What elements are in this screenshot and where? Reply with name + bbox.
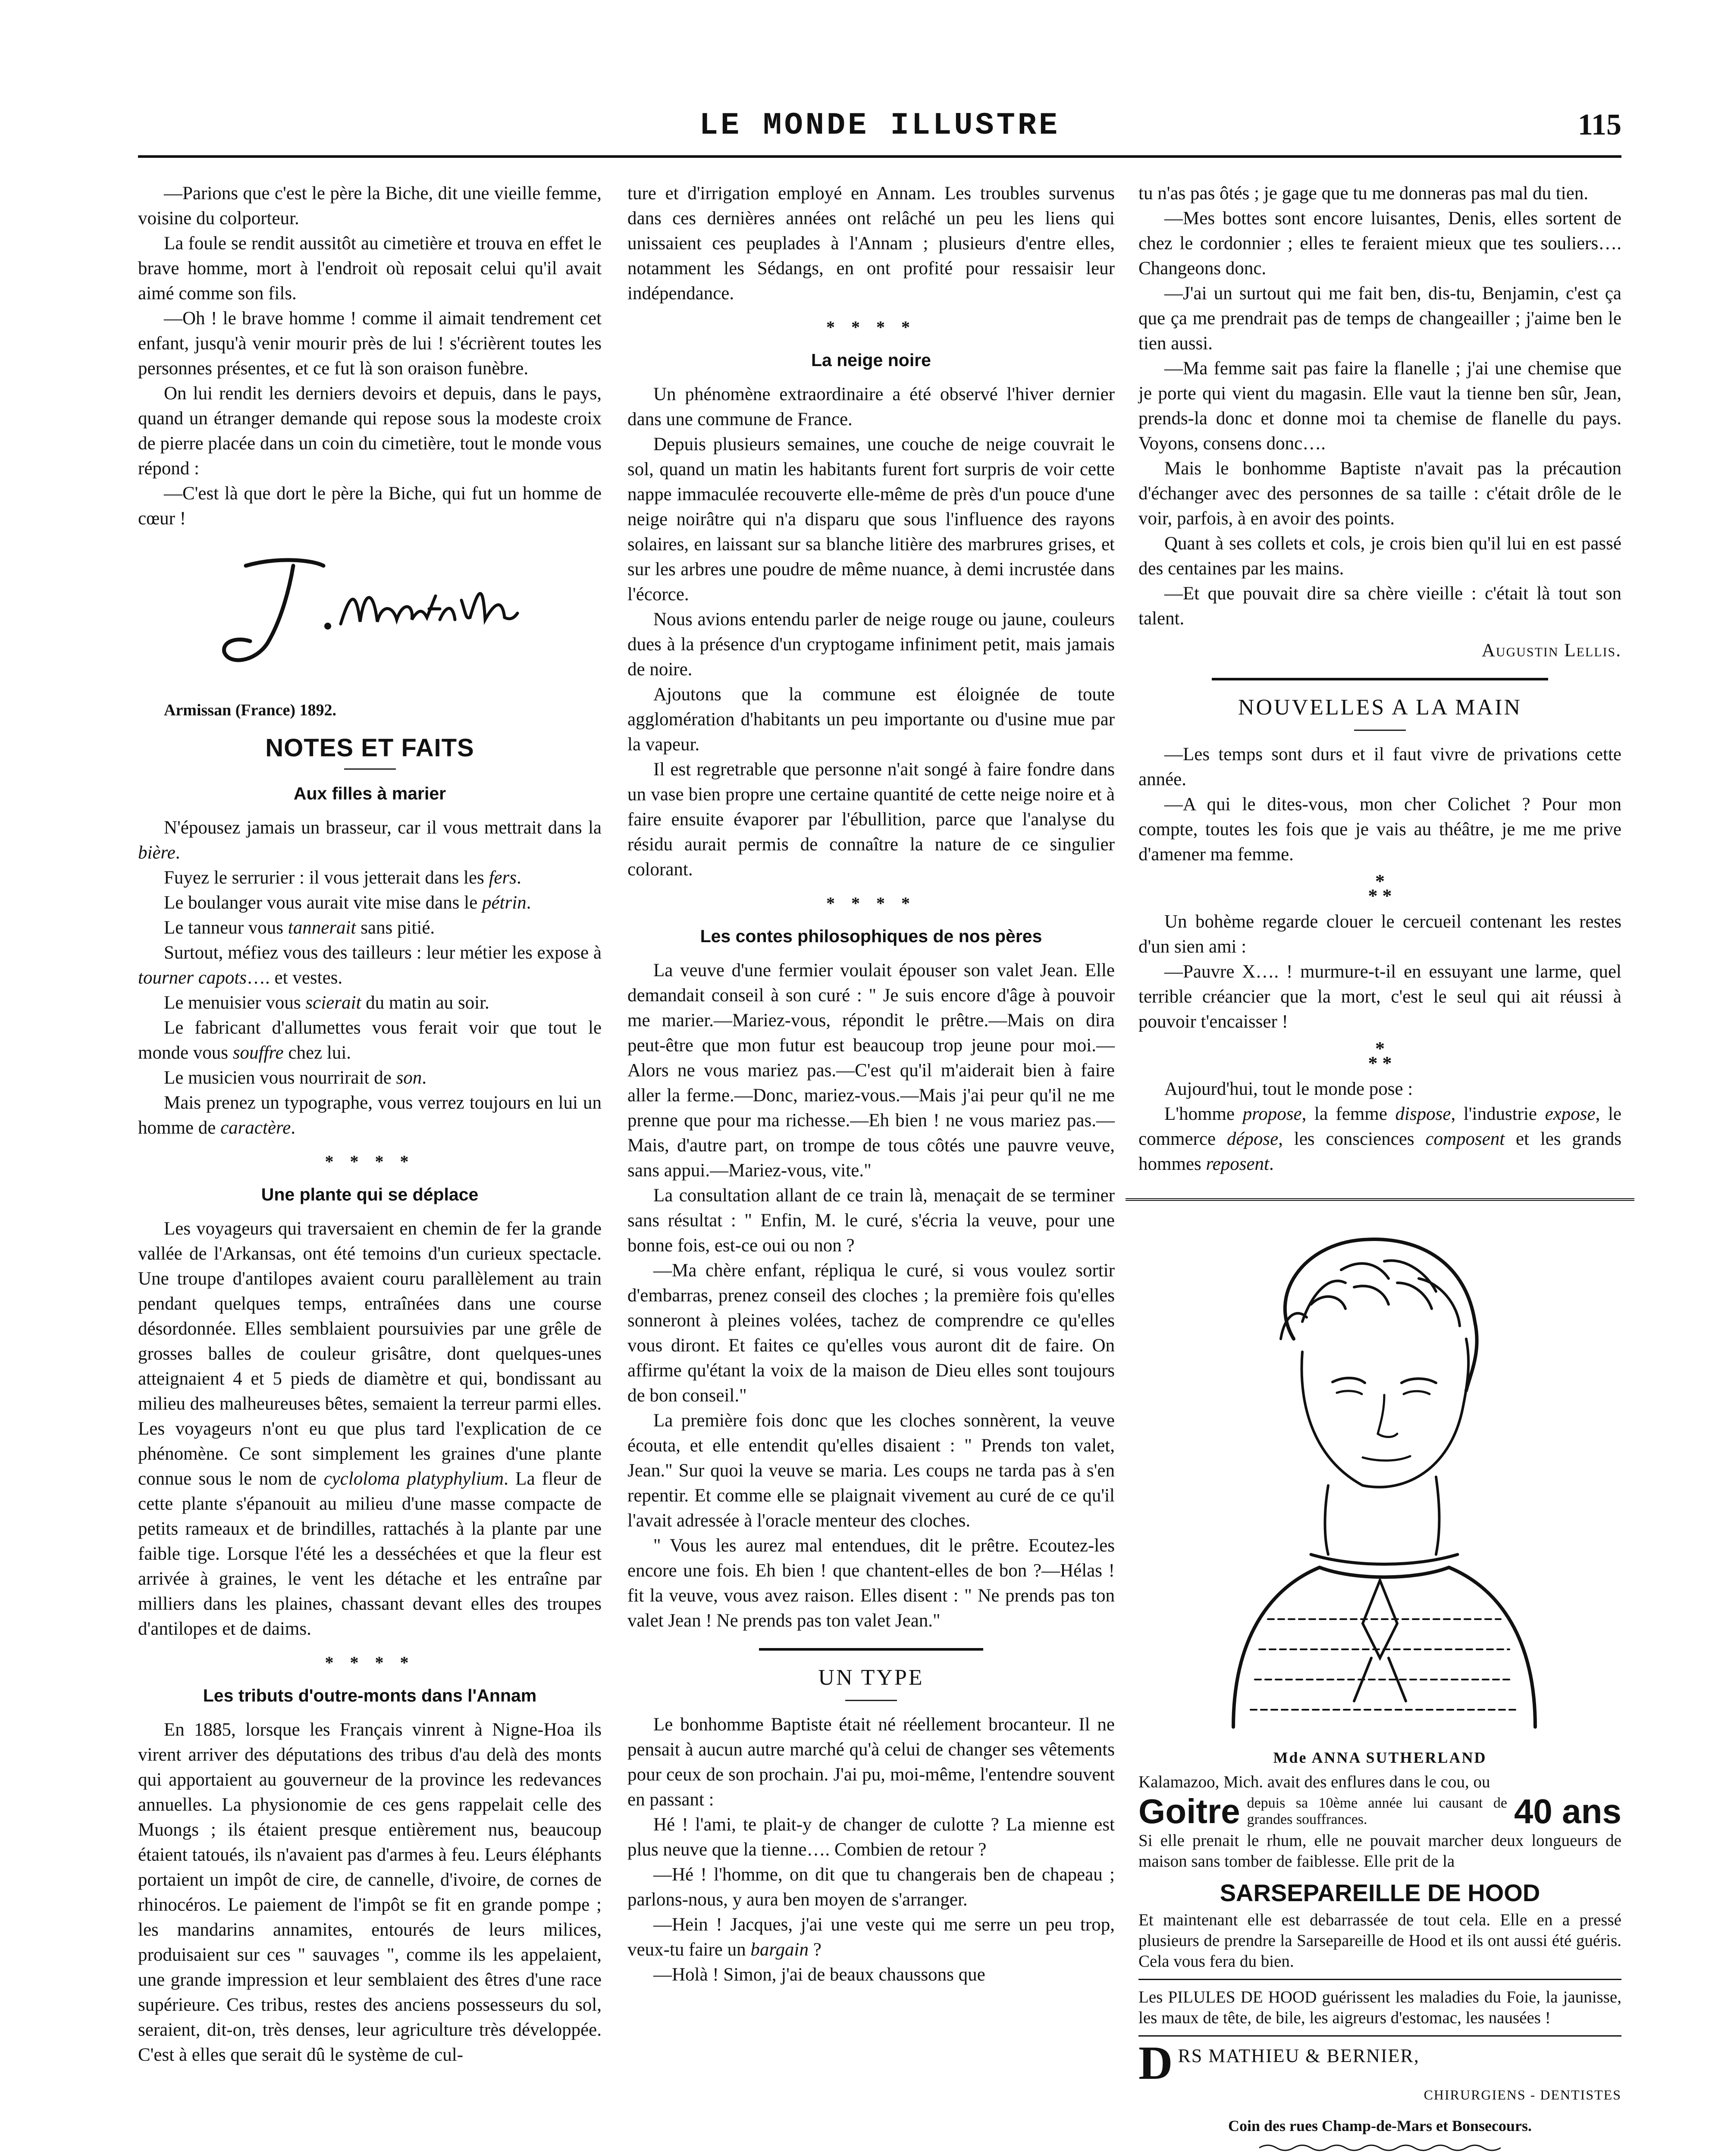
paragraph: Depuis plusieurs semaines, une couche de neige couvrait le sol, quand un matin les habitants furent fort surpris de voir cette nappe immaculée recouverte elle-même de près d'un pouce d'une neige noirâtre qui n'a disparu que sous l'influence des rayons solaires, en laissant sur sa blanche litière des marbrures grises, et sur les arbres une poudre de même nuance, à demi incrustée dans l'écorce. — [627, 434, 1115, 605]
advertisement — [1138, 1201, 1621, 2156]
divider — [759, 1648, 983, 1651]
paragraph: " Vous les aurez mal entendues, dit le prêtre. Ecoutez-les encore une fois. Eh bien ! que chantent-elles de bon ?—Hélas ! fit la veuve, vous avez raison. Elles disent : " Ne prends pas ton valet Jean ! Ne prends pas ton valet Jean." — [627, 1536, 1115, 1631]
marier-list — [138, 815, 602, 1141]
ad-text: depuis sa 10ème année lui causant de grandes souffrances. — [1247, 1795, 1507, 1827]
paragraph: —C'est là que dort le père la Biche, qui fut un homme de cœur ! — [138, 483, 602, 529]
paragraph: On lui rendit les derniers devoirs et depuis, dans le pays, quand un étranger demande qui repose sous la modeste croix de pierre placée dans un coin du cimetière, tout le monde vous répond : — [138, 383, 602, 479]
paragraph: Ajoutons que la commune est éloignée de toute agglomération d'habitants un peu importante ou d'usine mue par la vapeur. — [627, 684, 1115, 755]
years-label: 40 ans — [1514, 1792, 1621, 1830]
paragraph: —A qui le dites-vous, mon cher Colichet ? Pour mon compte, toutes les fois que je vais au théâtre, je me me prive d'amener ma femme. — [1138, 794, 1621, 865]
paragraph: La veuve d'une fermier voulait épouser son valet Jean. Elle demandait conseil à son curé : " Je suis encore d'âge à pouvoir me marier.—Mariez-vous, répondit le prêtre.—Mais on dira peut-être que mon futur est beaucoup trop jeune pour moi.—Alors ne vous mariez pas.—C'est qu'il m'aiderait bien à faire aller la ferme.—Donc, mariez-vous.—Mais j'ai peur qu'il ne me prenne que pour ma richesse.—Eh bien ! ne vous mariez pas.—Mais, d'autre part, on trompe de tous côtés une pauvre veuve, sans appui.—Mariez-vous, vite." — [627, 960, 1115, 1181]
paragraph: —J'ai un surtout qui me fait ben, dis-tu, Benjamin, c'est ça que ça me prendrait pas de temps de changeailler ; j'aime ben le tien aussi. — [1138, 283, 1621, 354]
column-2 — [627, 181, 1115, 1987]
paragraph: —Les temps sont durs et il faut vivre de privations cette année. — [1138, 744, 1621, 790]
ad-text: Et maintenant elle est debarrassée de tout cela. Elle en a pressé plusieurs de prendre la Sarsepareille de Hood et ils ont aussi été guéris. Cela vous fera du bien. — [1138, 1911, 1621, 1971]
column-1 — [138, 181, 602, 2068]
list-item: Le fabricant d'allumettes vous ferait voir que tout le monde vous souffre chez lui. — [138, 1018, 602, 1063]
ad-brand: SARSEPAREILLE DE HOOD — [1220, 1879, 1540, 1906]
divider — [1354, 730, 1406, 731]
ad-text: Si elle prenait le rhum, elle ne pouvait marcher deux longueurs de maison sans tomber de faiblesse. Elle prit de la — [1138, 1831, 1621, 1871]
paragraph: —Et que pouvait dire sa chère vieille : c'était là tout son talent. — [1138, 583, 1621, 629]
paragraph: —Hé ! l'homme, on dit que tu changerais ben de chapeau ; parlons-nous, y aura ben moyen de s'arranger. — [627, 1865, 1115, 1910]
asterism: * * * — [1368, 871, 1392, 906]
author-name: Augustin Lellis. — [1481, 640, 1621, 661]
subheading: La neige noire — [811, 350, 931, 370]
paragraph: —Ma chère enfant, répliqua le curé, si vous voulez sortir d'embarras, prenez conseil des cloches ; la première fois qu'elles sonneront à pleines volées, tachez de comprendre ce qu'elles vous diront. Et faites ce qu'elles vous auront dit de faire. On affirme qu'étant la voix de la maison de Dieu elles sont toujours de bon conseil." — [627, 1260, 1115, 1406]
dentist-name: DRS MATHIEU & BERNIER, — [1138, 2037, 1420, 2089]
pills-notice: Les PILULES DE HOOD guérissent les maladies du Foie, la jaunisse, les maux de tête, de bile, les aigreurs d'estomac, les nausées ! — [1138, 1988, 1621, 2027]
ad-headline-row — [1138, 1794, 1621, 1829]
list-item: Mais prenez un typographe, vous verrez toujours en lui un homme de caractère. — [138, 1093, 602, 1138]
journal-title: LE MONDE ILLUSTRE — [699, 108, 1060, 143]
paragraph: Un bohème regarde clouer le cercueil contenant les restes d'un sien ami : — [1138, 912, 1621, 957]
masthead-rule — [138, 155, 1621, 158]
paragraph: En 1885, lorsque les Français vinrent à Nigne-Hoa ils virent arriver des députations des tribus d'au delà des monts qui apportaient au gouverneur de la province les redevances annuelles. La physionomie de ces gens rappelait celle des Muongs ; ils étaient presque entièrement nus, beaucoup étaient tatoués, ils n'avaient pas d'armes à feu. Leurs éléphants portaient un impôt de cire, de cannelle, d'ivoire, de cornes de rhinocéros. Le paiement de l'impôt se fit en grande pompe ; les mandarins annamites, entourés de leurs milices, produisaient sur ces " sauvages ", comme ils les appelaient, une grande impression et leur semblaient des êtres d'une race supérieure. Ces tribus, restes des anciens possesseurs du sol, seraient, dit-on, très denses, leur agriculture très développée. C'est à elles que serait dû le système de cul- — [138, 1720, 602, 2065]
dentist-address: Coin des rues Champ-de-Mars et Bonsecours. — [1228, 2117, 1532, 2134]
star-separator: * * * * — [325, 1653, 415, 1672]
masthead — [138, 108, 1621, 155]
paragraph: La foule se rendit aussitôt au cimetière et trouva en effet le brave homme, mort à l'endroit où reposait celui qu'il avait aimé comme son fils. — [138, 233, 602, 304]
list-item: Surtout, méfiez vous des tailleurs : leur métier les expose à tourner capots…. et vestes. — [138, 943, 602, 988]
drop-cap: D — [1138, 2037, 1174, 2089]
star-separator: * * * * — [826, 317, 916, 337]
divider — [845, 1700, 897, 1701]
portrait-engraving — [1138, 1210, 1621, 1736]
list-item: Le menuisier vous scierait du matin au soir. — [164, 993, 489, 1013]
list-item: Le boulanger vous aurait vite mise dans le pétrin. — [164, 893, 531, 913]
divider — [344, 768, 396, 770]
asterism: * * * — [1368, 1038, 1392, 1074]
ad-text: Kalamazoo, Mich. avait des enflures dans le cou, ou — [1138, 1773, 1490, 1791]
list-item: Le musicien vous nourrirait de son. — [164, 1068, 427, 1088]
paragraph: —Parions que c'est le père la Biche, dit une vieille femme, voisine du colporteur. — [138, 183, 602, 229]
portrait-caption: Mde ANNA SUTHERLAND — [1273, 1749, 1487, 1766]
divider — [1138, 2035, 1621, 2037]
paragraph: —Hein ! Jacques, j'ai une veste qui me serre un peu trop, veux-tu faire un bargain ? — [627, 1915, 1115, 1960]
paragraph: —Ma femme sait pas faire la flanelle ; j'ai une chemise que je porte qui vient du magasin. Elle vaut la tienne ben sûr, Jean, prends-la donc et donne moi ta chemise de flanelle du pays. Voyons, consens donc…. — [1138, 358, 1621, 454]
ornament-rule — [1259, 2143, 1501, 2153]
dentist-role: CHIRURGIENS - DENTISTES — [1424, 2087, 1621, 2103]
paragraph: Aujourd'hui, tout le monde pose : — [1164, 1079, 1413, 1099]
list-item: N'épousez jamais un brasseur, car il vous mettrait dans la bière. — [138, 818, 602, 863]
subheading: Les tributs d'outre-monts dans l'Annam — [203, 1686, 537, 1705]
section-title: UN TYPE — [818, 1665, 924, 1690]
section-title: NOTES ET FAITS — [265, 734, 474, 762]
paragraph: —Oh ! le brave homme ! comme il aimait tendrement cet enfant, jusqu'à venir mourir près de lui ! s'écrièrent toutes les personnes présentes, et ce fut là son oraison funèbre. — [138, 308, 602, 379]
section-title: NOUVELLES A LA MAIN — [1238, 695, 1522, 720]
goitre-word: Goitre — [1138, 1792, 1240, 1830]
handwritten-signature — [138, 548, 602, 678]
star-separator: * * * * — [325, 1152, 415, 1171]
paragraph: Les voyageurs qui traversaient en chemin de fer la grande vallée de l'Arkansas, ont été temoins d'un curieux spectacle. Une troupe d'antilopes avaient couru parallèlement au train pendant quelques temps, entraînées dans une course désordonnée. Elles semblaient poursuivies par une grêle de grosses balles de couleur grisâtre, dont quelques-unes atteignaient 4 et 5 pieds de diamètre et qui, bondissant au milieu des malheureuses bêtes, semaient la terreur parmi elles. Les voyageurs n'ont eu que plus tard l'explication de ce phénomène. Ce sont simplement les graines d'une plante connue sous le nom de cycloloma platyphylium. La fleur de cette plante s'épanouit au milieu d'une masse compacte de petits rameaux et de brindilles, rattachés à la plante par une faible tige. Lorsque l'été les a desséchées et que la fleur est arrivée à graines, le vent les détache et les entraîne par milliers dans les plaines, chassant devant elles des troupes d'antilopes et de daims. — [138, 1219, 602, 1639]
paragraph: Un phénomène extraordinaire a été observé l'hiver dernier dans une commune de France. — [627, 384, 1115, 429]
pose-paragraph: L'homme propose, la femme dispose, l'industrie expose, le commerce dépose, les consciences composent et les grands hommes reposent. — [1138, 1104, 1622, 1174]
divider — [1138, 1979, 1621, 1980]
paragraph: La première fois donc que les cloches sonnèrent, la veuve écouta, et elle entendit qu'elles disaient : " Prends ton valet, Jean." Sur quoi la veuve se maria. Les coups ne tarda pas à s'en repentir. Et comme elle se plaignait vivement au curé de ce qu'il l'avait adressée à l'oracle menteur des cloches. — [627, 1410, 1115, 1531]
paragraph: Hé ! l'ami, te plait-y de changer de culotte ? La mienne est plus neuve que la tienne…. Combien de retour ? — [627, 1814, 1115, 1860]
column-3 — [1138, 181, 1621, 2156]
list-item: Le tanneur vous tannerait sans pitié. — [164, 918, 435, 938]
subheading: Les contes philosophiques de nos pères — [700, 926, 1042, 946]
star-separator: * * * * — [826, 893, 916, 913]
paragraph: Il est regretrable que personne n'ait songé à faire fondre dans un vase bien propre une certaine quantité de cette neige noire et à faire ensuite évaporer par l'ébullition, parce que l'analyse du résidu aurait permis de connaître la nature de ce singulier colorant. — [627, 759, 1115, 880]
paragraph: —Pauvre X…. ! murmure-t-il en essuyant une larme, quel terrible créancier que la mort, c'est le seul qui ait réussi à pouvoir t'encaisser ! — [1138, 962, 1621, 1032]
signature-caption: Armissan (France) 1892. — [164, 701, 336, 719]
paragraph: —Holà ! Simon, j'ai de beaux chaussons que — [653, 1965, 985, 1985]
list-item: Fuyez le serrurier : il vous jetterait dans les fers. — [164, 868, 521, 888]
subheading: Aux filles à marier — [293, 783, 446, 803]
paragraph: Mais le bonhomme Baptiste n'avait pas la précaution d'échanger avec des personnes de sa taille : c'était drôle de le voir, parfois, à en avoir des points. — [1138, 458, 1621, 529]
paragraph: La consultation allant de ce train là, menaçait de se terminer sans résultat : " Enfin, M. le curé, s'écria la veuve, pour une bonne fois, est-ce oui ou non ? — [627, 1185, 1115, 1256]
paragraph: ture et d'irrigation employé en Annam. Les troubles survenus dans ces dernières années ont relâché un peu les liens qui unissaient ces peuplades à l'Annam ; plusieurs d'entre elles, notamment les Sédangs, en ont profité pour ressaisir leur indépendance. — [627, 183, 1115, 304]
paragraph: tu n'as pas ôtés ; je gage que tu me donneras pas mal du tien. — [1138, 183, 1589, 204]
paragraph: —Mes bottes sont encore luisantes, Denis, elles sortent de chez le cordonnier ; elles te feraient mieux que tes souliers…. Changeons donc. — [1138, 208, 1621, 279]
subheading: Une plante qui se déplace — [261, 1185, 479, 1204]
paragraph: Nous avions entendu parler de neige rouge ou jaune, couleurs dues à la présence d'un cryptogame infiniment petit, mais jamais de noire. — [627, 609, 1115, 680]
paragraph: Quant à ses collets et cols, je crois bien qu'il lui en est passé des centaines par les mains. — [1138, 533, 1621, 579]
paragraph: Le bonhomme Baptiste était né réellement brocanteur. Il ne pensait à aucun autre marché qu'à celui de changer ses vêtements pour ceux de son prochain. J'ai pu, moi-même, l'entendre souvent en passant : — [627, 1714, 1115, 1810]
page-number: 115 — [1577, 108, 1621, 141]
divider — [1212, 678, 1548, 680]
